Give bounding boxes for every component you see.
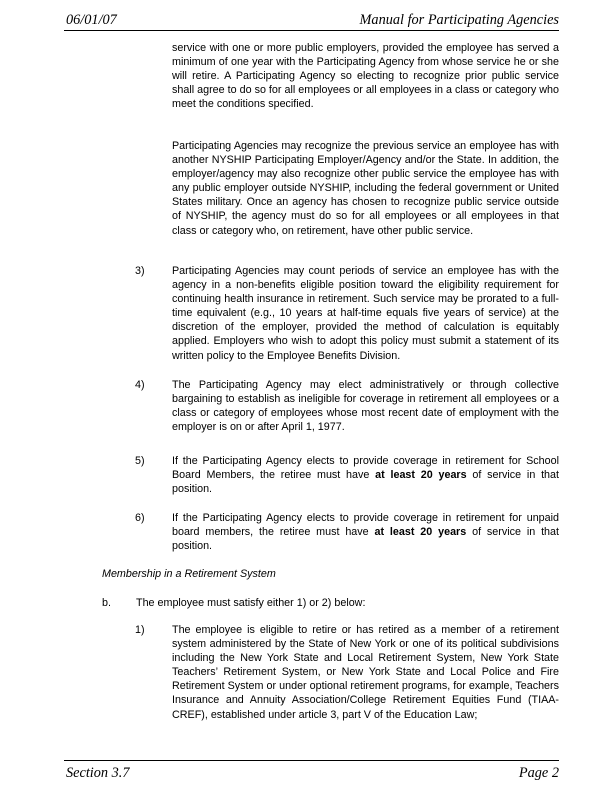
footer-page-number: Page 2 bbox=[518, 765, 559, 781]
footer-rule bbox=[64, 760, 559, 761]
item-b-number: b. bbox=[102, 597, 111, 609]
item-6-text bbox=[172, 511, 559, 553]
item-5-text bbox=[172, 454, 559, 496]
paragraph-continued: service with one or more public employers, provided the employee has served a minimum of one year with the Participating Agency from whose service he or she will retire. A Participating Agency so electing to recognize prior public service shall agree to do so for all employees or all employees in a class or category who meet the conditions specified. bbox=[172, 42, 559, 111]
item-4-text: The Participating Agency may elect administratively or through collective bargaining to establish as ineligible for coverage in retirement all employees or a class or category of employees whose most recent date of employment with the employer is on or after April 1, 1977. bbox=[172, 379, 559, 434]
item-5-text-after: of service in that position. bbox=[172, 469, 560, 496]
item-b1-number: 1) bbox=[135, 624, 145, 636]
header-date: 06/01/07 bbox=[66, 12, 117, 28]
item-b-text: The employee must satisfy either 1) or 2) below: bbox=[136, 597, 366, 609]
header-rule bbox=[64, 30, 559, 31]
paragraph-recognize-service: Participating Agencies may recognize the previous service an employee has with another NYSHIP Participating Employer/Agency and/or the State. In addition, the employer/agency may also recognize other public service the employee has with any public employer outside NYSHIP, including the federal government or United States military. Once an agency has chosen to recognize public service outside of NYSHIP, the agency must do so for all employees or all employees in that class or category who, on retirement, have other public service. bbox=[172, 140, 559, 237]
item-3-text: Participating Agencies may count periods of service an employee has with the agency in a non-benefits eligible position toward the eligibility requirement for continuing health insurance in retirement. Such service may be prorated to a full-time equivalent (e.g., 10 years at half-time equals five years of service) at the discretion of the employer, provided the method of calculation is equitably applied. Employers who wish to adopt this policy must submit a statement of its written policy to the Employee Benefits Division. bbox=[172, 265, 559, 362]
page-header bbox=[0, 0, 612, 40]
item-5-text-before: If the Participating Agency elects to provide coverage in retirement for School Board Members, the retiree must have bbox=[172, 455, 559, 482]
item-6-text-after: of service in that position. bbox=[172, 526, 559, 553]
item-5-bold: at least 20 years bbox=[375, 469, 467, 482]
item-5-number: 5) bbox=[135, 455, 145, 467]
item-3-number: 3) bbox=[135, 265, 145, 277]
footer-section: Section 3.7 bbox=[66, 765, 130, 781]
item-6-number: 6) bbox=[135, 512, 145, 524]
item-6-bold: at least 20 years bbox=[374, 526, 467, 539]
header-title: Manual for Participating Agencies bbox=[359, 12, 559, 28]
item-b1-text: The employee is eligible to retire or has retired as a member of a retirement system administered by the State of New York or one of its political subdivisions including the New York State and Local Retirement System, New York State Teachers’ Retirement System, or New York State and Local Police and Fire Retirement System or under optional retirement programs, for example, Teachers Insurance and Annuity Association/College Retirement Equities Fund (TIAA-CREF), established under article 3, part V of the Education Law; bbox=[172, 624, 559, 721]
item-4-number: 4) bbox=[135, 379, 145, 391]
item-6-text-before: If the Participating Agency elects to provide coverage in retirement for unpaid board members, the retiree must have bbox=[172, 512, 559, 539]
heading-membership: Membership in a Retirement System bbox=[102, 568, 276, 580]
